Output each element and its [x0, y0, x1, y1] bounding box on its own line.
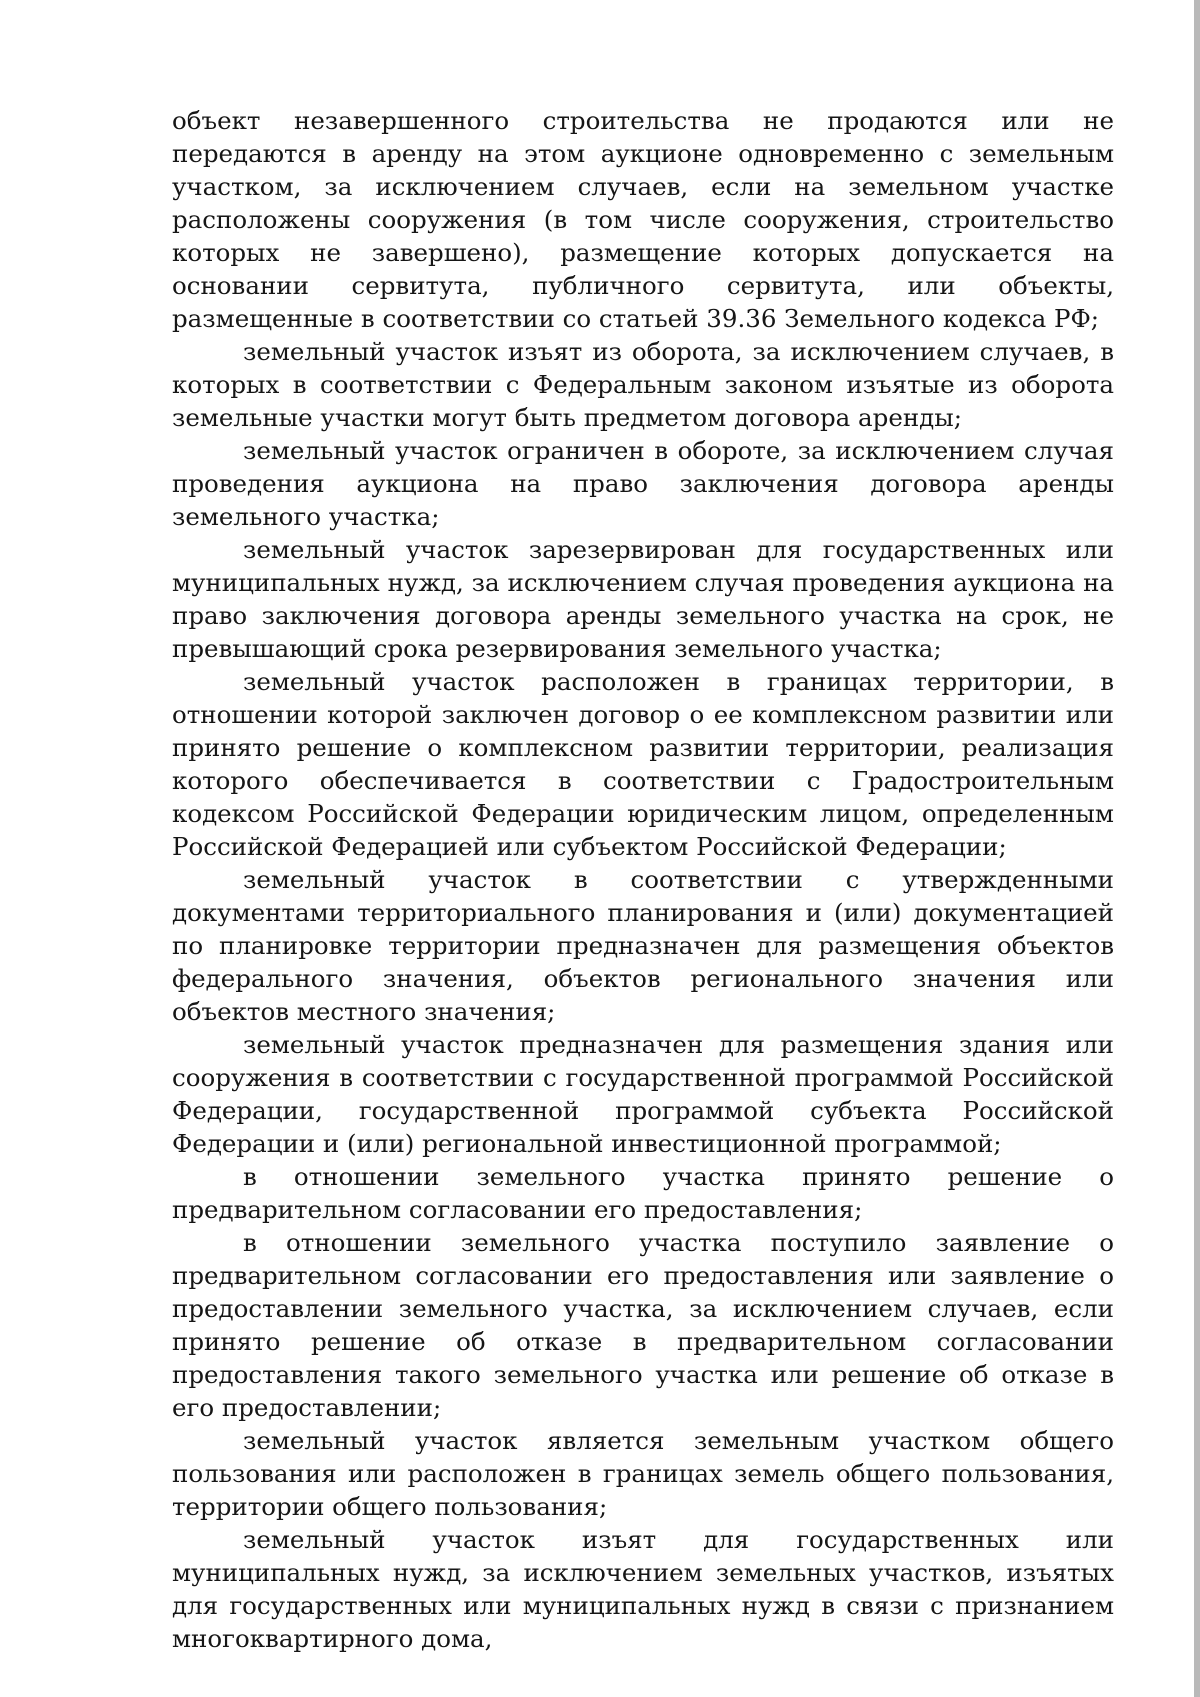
paragraph-6: земельный участок в соответствии с утвержденными документами территориального планирования и (или) документацией по планировке территории предназначен для размещения объектов федерального значения, объектов регионального значения или объектов местного значения; [172, 865, 1114, 1026]
paragraph-7: земельный участок предназначен для размещения здания или сооружения в соответствии с государственной программой Российской Федерации, государственной программой субъекта Российской Федерации и (или) региональной инвестиционной программой; [172, 1030, 1114, 1158]
document-body [172, 104, 1114, 1655]
paragraph-10: земельный участок является земельным участком общего пользования или расположен в границах земель общего пользования, территории общего пользования; [172, 1426, 1114, 1521]
paragraph-5: земельный участок расположен в границах территории, в отношении которой заключен договор о ее комплексном развитии или принято решение о комплексном развитии территории, реализация которого обеспечивается в соответствии с Градостроительным кодексом Российской Федерации юридическим лицом, определенным Российской Федерацией или субъектом Российской Федерации; [172, 667, 1114, 861]
paragraph-8: в отношении земельного участка принято решение о предварительном согласовании его предоставления; [172, 1162, 1114, 1224]
paragraph-11: земельный участок изъят для государственных или муниципальных нужд, за исключением земельных участков, изъятых для государственных или муниципальных нужд в связи с признанием многоквартирного дома, [172, 1525, 1114, 1653]
page-edge-scrollbar [1194, 0, 1200, 1697]
paragraph-9: в отношении земельного участка поступило заявление о предварительном согласовании его предоставления или заявление о предоставлении земельного участка, за исключением случаев, если принято решение об отказе в предварительном согласовании предоставления такого земельного участка или решение об отказе в его предоставлении; [172, 1228, 1114, 1422]
paragraph-1: объект незавершенного строительства не продаются или не передаются в аренду на этом аукционе одновременно с земельным участком, за исключением случаев, если на земельном участке расположены сооружения (в том числе сооружения, строительство которых не завершено), размещение которых допускается на основании сервитута, публичного сервитута, или объекты, размещенные в соответствии со статьей 39.36 Земельного кодекса РФ; [172, 106, 1114, 333]
paragraph-3: земельный участок ограничен в обороте, за исключением случая проведения аукциона на право заключения договора аренды земельного участка; [172, 436, 1114, 531]
paragraph-4: земельный участок зарезервирован для государственных или муниципальных нужд, за исключением случая проведения аукциона на право заключения договора аренды земельного участка на срок, не превышающий срока резервирования земельного участка; [172, 535, 1114, 663]
paragraph-2: земельный участок изъят из оборота, за исключением случаев, в которых в соответствии с Федеральным законом изъятые из оборота земельные участки могут быть предметом договора аренды; [172, 337, 1114, 432]
